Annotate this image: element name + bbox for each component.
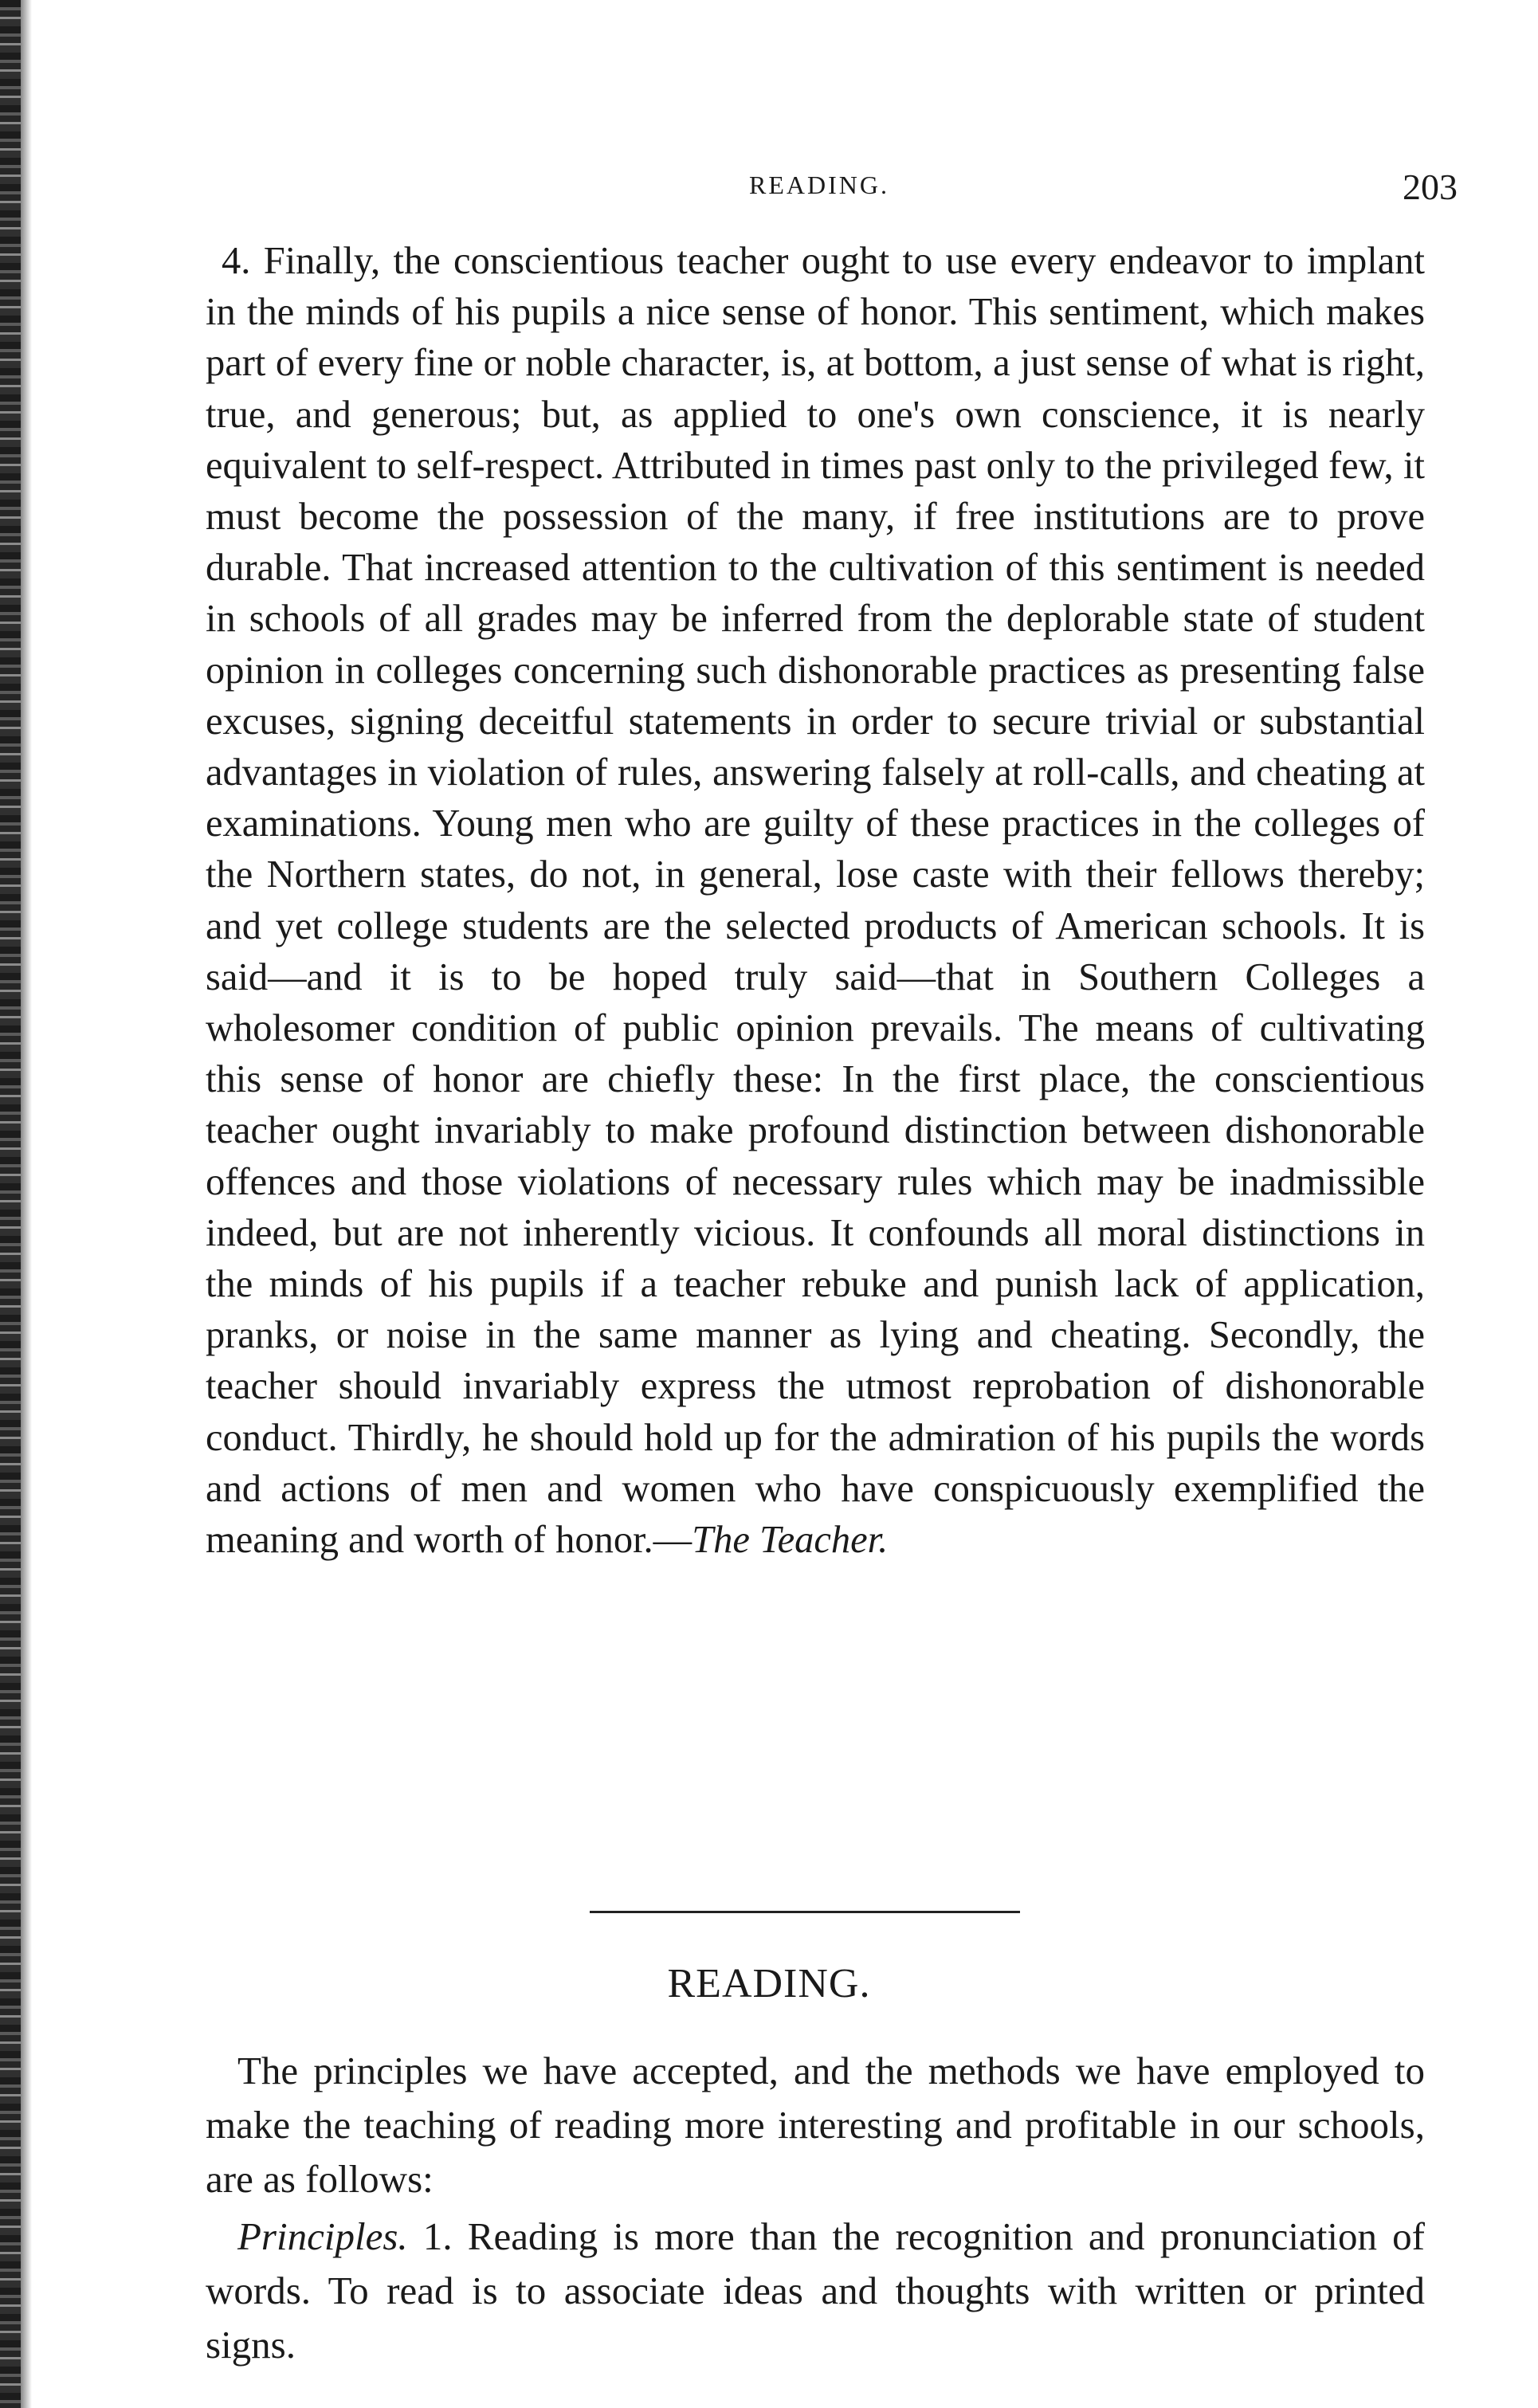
paragraph-intro-text: The principles we have accepted, and the methods we have employed to make the teaching of reading more interesting and profitable in our schools, are as follows: — [206, 2049, 1425, 2201]
paragraph-intro — [206, 2044, 1425, 2206]
paragraph-principles — [206, 2210, 1425, 2372]
source-citation: The Teacher. — [692, 1519, 889, 1562]
binding-edge — [0, 0, 21, 2408]
principles-label: Principles. — [237, 2214, 408, 2258]
paragraph-honor — [206, 236, 1425, 1566]
section-divider — [590, 1911, 1020, 1913]
page-number: 203 — [1403, 167, 1458, 207]
paragraph-honor-text: 4. Finally, the conscientious teacher ought to use every endeavor to implant in the minds of his pupils a nice sense of honor. This sentiment, which makes part of every fine or noble character, is, at bottom, a just sense of what is right, true, and generous; but, as applied to one's own conscience, it is nearly equivalent to self-respect. Attributed in times past only to the privileged few, it must become the possession of the many, if free institutions are to prove durable. That increased attention to the cultivation of this sentiment is needed in schools of all grades may be inferred from the deplorable state of student opinion in colleges concerning such dishonorable practices as presenting false excuses, signing deceitful statements in order to secure trivial or substantial advantages in violation of rules, answering falsely at roll-calls, and cheating at examinations. Young men who are guilty of these practices in the colleges of the Northern states, do not, in general, lose caste with their fellows thereby; and yet college students are the selected products of American schools. It is said—and it is to be hoped truly said—that in Southern Colleges a wholesomer condition of public opinion prevails. The means of cultivating this sense of honor are chiefly these: In the first place, the conscientious teacher ought invariably to make profound distinction between dishonorable offences and those violations of necessary rules which may be inadmissible indeed, but are not inherently vicious. It confounds all moral distinctions in the minds of his pupils if a teacher rebuke and punish lack of application, pranks, or noise in the same manner as lying and cheating. Secondly, the teacher should invariably express the utmost reprobation of dishonorable conduct. Thirdly, he should hold up for the admiration of his pupils the words and actions of men and women who have conspicuously exemplified the meaning and worth of honor.— — [206, 240, 1425, 1562]
principles-text: 1. Reading is more than the recognition and pronunciation of words. To read is to associate ideas and thoughts with written or printed signs. — [206, 2214, 1425, 2367]
paragraph-principles-body — [206, 2210, 1425, 2372]
section-heading: READING. — [667, 1961, 871, 2006]
paragraph-honor-body — [206, 236, 1425, 1566]
running-head: READING. — [749, 171, 889, 199]
